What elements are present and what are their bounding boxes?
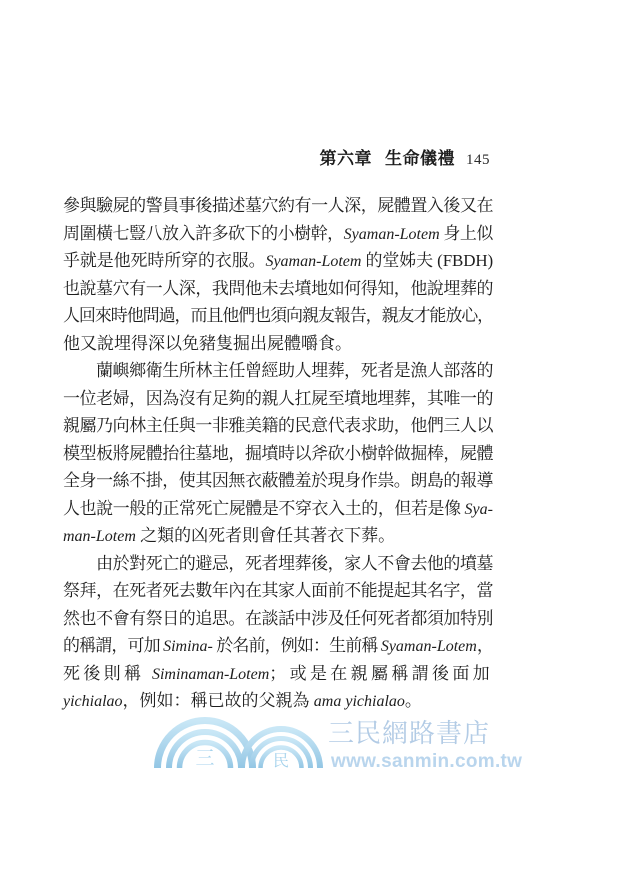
text-line [63,522,493,550]
text-line [63,550,493,578]
cjk-text-run: 乎就是他死時所穿的衣服。 [63,251,266,270]
cjk-text-run: 他又說埋得深以免豬隻掘出屍體嚼食。 [63,333,352,353]
text-line [63,632,493,660]
italic-latin-term: Sya- [464,500,493,518]
italic-latin-term: Simina- [163,638,213,655]
italic-latin-term: Syaman-Lotem [265,253,362,270]
running-head [63,149,490,170]
cjk-text-run: 人也說一般的正常死亡屍體是不穿衣入土的，但若是像 [63,498,465,518]
cjk-text-run: 參與驗屍的警員事後描述墓穴約有一人深，屍體置入後又在 [63,196,494,215]
cjk-text-run: 也說墓穴有一人深，我問他未去墳地如何得知，他說埋葬的 [63,278,494,298]
cjk-text-run: 親屬乃向林主任與一非雅美籍的民意代表求助，他們三人以 [63,416,494,435]
text-line [63,687,493,715]
text-line [63,220,493,248]
text-line [63,660,493,688]
italic-latin-term: ama yichialao [313,693,405,710]
body-text [63,192,493,715]
text-line [63,605,493,633]
cjk-text-run: 於名前，例如：生前稱 [212,636,381,655]
text-line [63,385,493,413]
page-number: 145 [466,152,490,168]
cjk-text-run: 之類的凶死者則會任其著衣下葬。 [135,526,396,545]
logo-right-arch [242,729,320,768]
text-line [63,192,493,220]
cjk-text-run: 周圍橫七豎八放入許多砍下的小樹幹， [63,223,344,243]
cjk-text-run: 的堂姊夫 (FBDH) [361,251,494,270]
text-line [63,275,493,303]
text-line [63,302,493,330]
cjk-text-run: 蘭嶼鄉衛生所林主任曾經助人埋葬，死者是漁人部落的 [63,361,494,380]
cjk-text-run: 身上似 [439,223,493,243]
text-line [63,330,493,358]
logo-char-min: 民 [272,753,290,770]
logo-left-arch [158,721,253,769]
cjk-text-run: ；或是在親屬稱謂後面加 [269,663,494,683]
cjk-text-run: 的稱謂，可加 [63,636,164,655]
text-line [63,412,493,440]
italic-latin-term: Syaman-Lotem [380,638,477,655]
italic-latin-term: yichialao [63,693,123,710]
logo-char-san: 三 [195,748,215,769]
text-line [63,577,493,605]
cjk-text-run: 人回來時他問過，而且他們也須向親友報告，親友才能放心， [63,306,494,325]
text-line [63,247,493,275]
sanmin-logo-icon [143,710,328,774]
cjk-text-run: ，例如：稱已故的父親為 [122,691,314,710]
watermark-brand-text: 三民網路書店 [328,719,491,748]
text-line [63,467,493,495]
cjk-text-run: 由於對死亡的避忌，死者埋葬後，家人不會去他的墳墓 [63,553,494,573]
cjk-text-run: ， [476,636,493,655]
italic-latin-term: Siminaman-Lotem [151,665,270,683]
cjk-text-run: 一位老婦，因為沒有足夠的親人扛屍至墳地埋葬，其唯一的 [63,388,494,408]
italic-latin-term: Syaman-Lotem [343,225,440,243]
cjk-text-run: 全身一絲不掛，使其因無衣蔽體羞於現身作祟。朗島的報導 [63,471,494,490]
cjk-text-run: 死後則稱 [63,663,152,683]
cjk-text-run: 祭拜，在死者死去數年內在其家人面前不能提起其名字，當 [63,581,494,600]
cjk-text-run: 。 [404,691,422,710]
text-line [63,357,493,385]
italic-latin-term: man-Lotem [63,528,136,545]
text-line [63,495,493,523]
chapter-label: 第六章 [319,149,372,168]
text-line [63,440,493,468]
cjk-text-run: 模型板將屍體抬往墓地，掘墳時以斧砍小樹幹做掘棒，屍體 [63,443,494,463]
watermark-url-text: www.sanmin.com.tw [331,751,523,772]
cjk-text-run: 然也不會有祭日的追思。在談話中涉及任何死者都須加特別 [63,608,494,628]
chapter-title: 生命儀禮 [385,149,455,168]
